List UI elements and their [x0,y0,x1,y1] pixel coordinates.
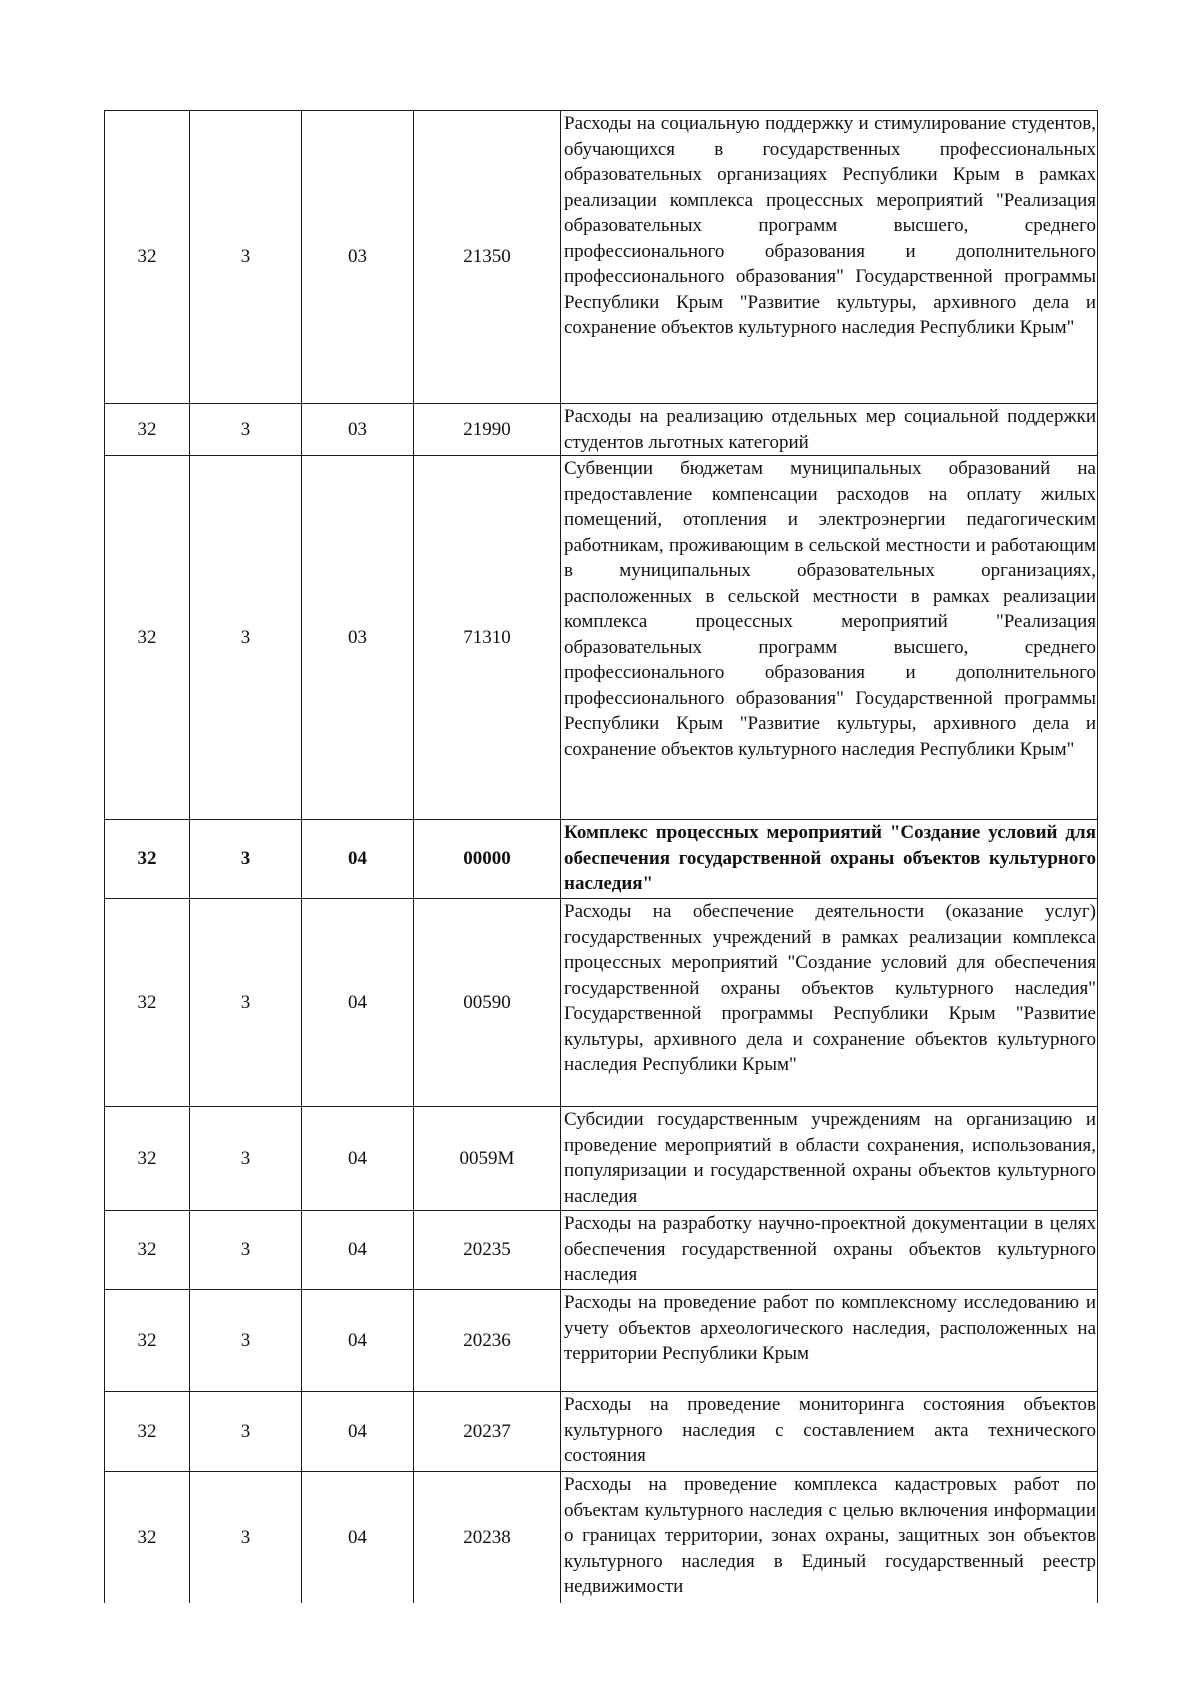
description-cell: Субсидии государственным учреждениям на организацию и проведение мероприятий в области сохранения, использования, популяризации и государственной охраны объектов культурного наследия [561,1107,1098,1211]
program-code-cell: 32 [105,1211,190,1290]
program-code-cell: 32 [105,899,190,1107]
subprogram-code-cell: 3 [190,404,302,456]
direction-code-cell: 20236 [414,1290,561,1392]
event-code-cell: 04 [302,1392,414,1472]
program-code-cell: 32 [105,820,190,899]
direction-code-cell: 00590 [414,899,561,1107]
subprogram-code-cell: 3 [190,1107,302,1211]
event-code-cell: 04 [302,1472,414,1603]
program-code-cell: 32 [105,1472,190,1603]
subprogram-code-cell: 3 [190,1211,302,1290]
event-code-cell: 04 [302,820,414,899]
subprogram-code-cell: 3 [190,456,302,820]
direction-code-cell: 20235 [414,1211,561,1290]
subprogram-code-cell: 3 [190,1290,302,1392]
table-row [105,1290,1098,1392]
table-row-section-header [105,820,1098,899]
description-cell: Расходы на проведение работ по комплексному исследованию и учету объектов археологического наследия, расположенных на территории Республики Крым [561,1290,1098,1392]
direction-code-cell: 71310 [414,456,561,820]
description-cell: Расходы на социальную поддержку и стимулирование студентов, обучающихся в государственных профессиональных образовательных организациях Республики Крым в рамках реализации комплекса процессных мероприятий "Реализация образовательных программ высшего, среднего профессионального образования и дополнительного профессионального образования" Государственной программы Республики Крым "Развитие культуры, архивного дела и сохранение объектов культурного наследия Республики Крым" [561,111,1098,404]
event-code-cell: 03 [302,456,414,820]
subprogram-code-cell: 3 [190,1472,302,1603]
direction-code-cell: 20237 [414,1392,561,1472]
event-code-cell: 03 [302,111,414,404]
event-code-cell: 04 [302,1211,414,1290]
table-row [105,1211,1098,1290]
budget-classification-table [104,110,1098,1603]
table-row [105,899,1098,1107]
event-code-cell: 03 [302,404,414,456]
event-code-cell: 04 [302,1107,414,1211]
subprogram-code-cell: 3 [190,1392,302,1472]
description-cell: Субвенции бюджетам муниципальных образований на предоставление компенсации расходов на оплату жилых помещений, отопления и электроэнергии педагогическим работникам, проживающим в сельской местности и работающим в муниципальных образовательных организациях, расположенных в сельской местности в рамках реализации комплекса процессных мероприятий "Реализация образовательных программ высшего, среднего профессионального образования и дополнительного профессионального образования" Государственной программы Республики Крым "Развитие культуры, архивного дела и сохранение объектов культурного наследия Республики Крым" [561,456,1098,820]
table-row [105,1107,1098,1211]
description-cell: Расходы на реализацию отдельных мер социальной поддержки студентов льготных категорий [561,404,1098,456]
direction-code-cell: 0059M [414,1107,561,1211]
table-row [105,111,1098,404]
direction-code-cell: 21350 [414,111,561,404]
description-cell: Комплекс процессных мероприятий "Создание условий для обеспечения государственной охраны объектов культурного наследия" [561,820,1098,899]
table-row [105,456,1098,820]
subprogram-code-cell: 3 [190,820,302,899]
table-row [105,1472,1098,1603]
event-code-cell: 04 [302,899,414,1107]
program-code-cell: 32 [105,1107,190,1211]
table-row [105,404,1098,456]
program-code-cell: 32 [105,1392,190,1472]
subprogram-code-cell: 3 [190,111,302,404]
direction-code-cell: 20238 [414,1472,561,1603]
program-code-cell: 32 [105,1290,190,1392]
subprogram-code-cell: 3 [190,899,302,1107]
program-code-cell: 32 [105,456,190,820]
program-code-cell: 32 [105,111,190,404]
table-row [105,1392,1098,1472]
event-code-cell: 04 [302,1290,414,1392]
description-cell: Расходы на обеспечение деятельности (оказание услуг) государственных учреждений в рамках реализации комплекса процессных мероприятий "Создание условий для обеспечения государственной охраны объектов культурного наследия" Государственной программы Республики Крым "Развитие культуры, архивного дела и сохранение объектов культурного наследия Республики Крым" [561,899,1098,1107]
program-code-cell: 32 [105,404,190,456]
description-cell: Расходы на разработку научно-проектной документации в целях обеспечения государственной охраны объектов культурного наследия [561,1211,1098,1290]
direction-code-cell: 21990 [414,404,561,456]
description-cell: Расходы на проведение мониторинга состояния объектов культурного наследия с составлением акта технического состояния [561,1392,1098,1472]
direction-code-cell: 00000 [414,820,561,899]
description-cell: Расходы на проведение комплекса кадастровых работ по объектам культурного наследия с целью включения информации о границах территории, зонах охраны, защитных зон объектов культурного наследия в Единый государственный реестр недвижимости [561,1472,1098,1603]
